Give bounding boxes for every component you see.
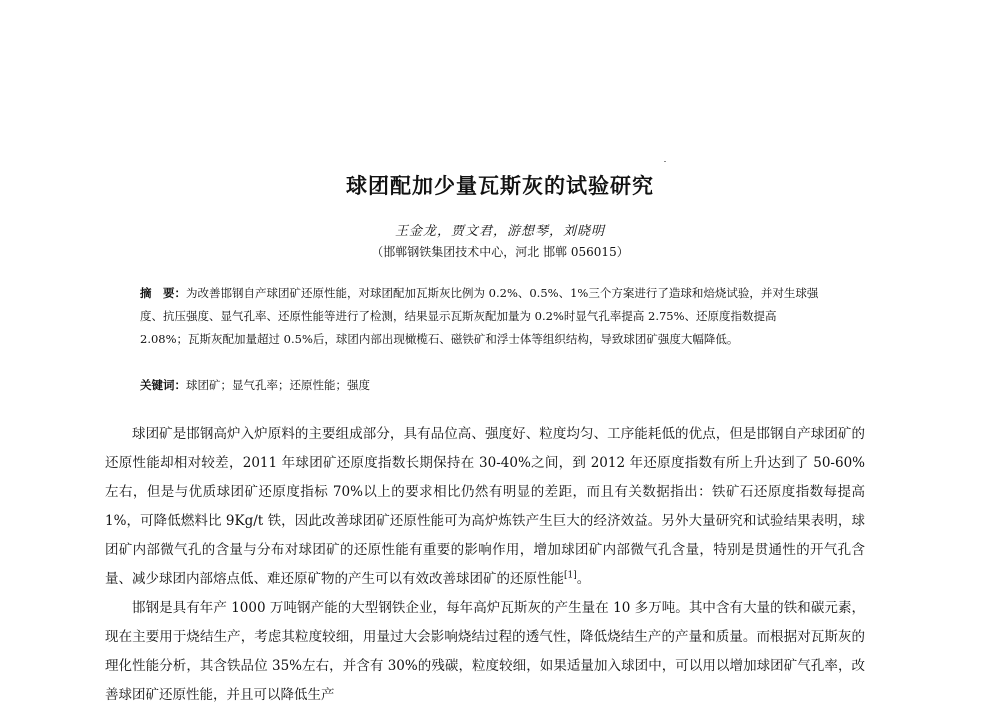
affiliation: （邯郸钢铁集团技术中心，河北 邯郸 056015）: [371, 245, 629, 259]
keywords-label: 关键词：: [140, 378, 186, 392]
body-text: [105, 420, 865, 710]
abstract-text: 为改善邯钢自产球团矿还原性能，对球团配加瓦斯灰比例为 0.2%、0.5%、1%三个方案进行了造球和焙烧试验，并对生球强度、抗压强度、显气孔率、还原性能等进行了检测，结果显示瓦斯灰配加量为 0.2%时显气孔率提高 2.75%、还原度指数提高 2.08%；瓦斯灰配加量超过 0.5%后，球团内部出现橄榄石、磁铁矿和浮士体等组织结构，导致球团矿强度大幅降低。: [140, 286, 819, 346]
scan-speck: [664, 161, 666, 162]
keywords: [140, 374, 820, 397]
author-list: 王金龙，贾文君，游想琴，刘晓明: [394, 224, 605, 239]
abstract: [140, 282, 820, 351]
paragraph-1-text: 球团矿是邯钢高炉入炉原料的主要组成部分，具有品位高、强度好、粒度均匀、工序能耗低的优点，但是邯钢自产球团矿的还原性能却相对较差，2011 年球团矿还原度指数长期保持在 30-40%之间，到 2012 年还原度指数有所上升达到了 50-60%左右，但是与优质球团矿还原度指标 70%以上的要求相比仍然有明显的差距，而且有关数据指出：铁矿石还原度指数每提高 1%，可降低燃料比 9Kg/t 铁，因此改善球团矿还原性能可为高炉炼铁产生巨大的经济效益。另外大量研究和试验结果表明，球团矿内部微气孔的含量与分布对球团矿的还原性能有重要的影响作用，增加球团矿内部微气孔含量，特别是贯通性的开气孔含量、减少球团内部熔点低、难还原矿物的产生可以有效改善球团矿的还原性能: [105, 426, 865, 587]
paragraph-1: [105, 420, 865, 594]
keywords-text: 球团矿；显气孔率；还原性能；强度: [186, 378, 370, 392]
citation-ref: [1]: [564, 570, 577, 581]
abstract-label: 摘 要：: [140, 286, 186, 300]
paragraph-2: 邯钢是具有年产 1000 万吨钢产能的大型钢铁企业，每年高炉瓦斯灰的产生量在 10 多万吨。其中含有大量的铁和碳元素，现在主要用于烧结生产，考虑其粒度较细，用量过大会影响烧结过程的透气性，降低烧结生产的产量和质量。而根据对瓦斯灰的理化性能分析，其含铁品位 35%左右，并含有 30%的残碳，粒度较细，如果适量加入球团中，可以用以增加球团矿气孔率，改善球团矿还原性能，并且可以降低生产: [105, 600, 865, 703]
paragraph-1-end: 。: [576, 571, 591, 587]
paper-title: 球团配加少量瓦斯灰的试验研究: [346, 174, 654, 198]
